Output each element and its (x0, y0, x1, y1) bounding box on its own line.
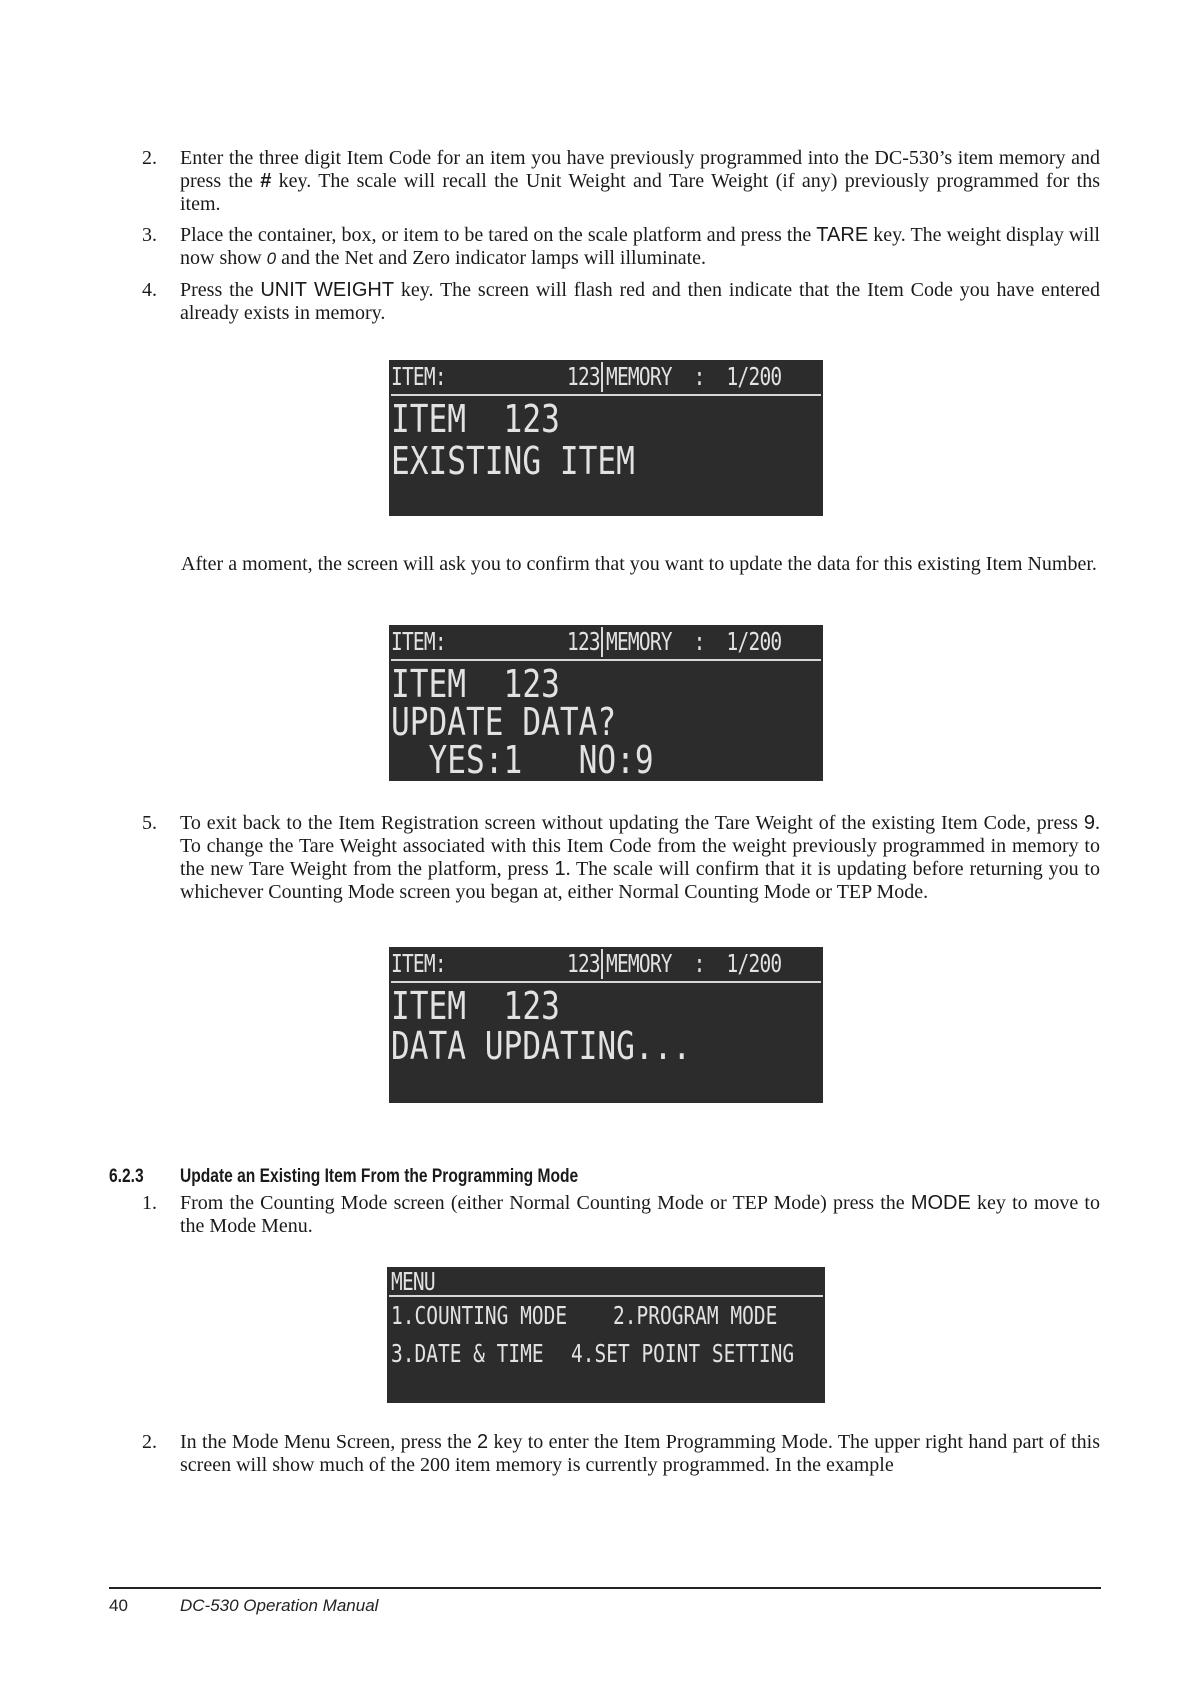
one-key: 1 (554, 858, 566, 880)
lcd-item-code: 123 (567, 949, 600, 978)
lcd-line-2: DATA UPDATING... (391, 1024, 692, 1068)
step-text: Enter the three digit Item Code for an item you have previously programmed into the DC-530’s item memory and press the # key. The scale will recall the Unit Weight and Tare Weight (if any) previously programmed for ths item. (180, 147, 1100, 215)
step-text: In the Mode Menu Screen, press the 2 key to enter the Item Programming Mode. The upper right hand part of this screen will show much of the 200 item memory is currently programmed. In the example (180, 1431, 1100, 1476)
section-number: 6.2.3 (109, 1166, 144, 1187)
menu-date-time: 3.DATE & TIME (391, 1339, 544, 1368)
mode-key: MODE (910, 1192, 971, 1214)
lcd-item-label: ITEM: (391, 362, 446, 391)
lcd-line-1: ITEM 123 (391, 984, 560, 1028)
lcd-data-updating (389, 947, 823, 1103)
step-number: 3. (142, 224, 157, 246)
step-number: 4. (142, 279, 157, 301)
lcd-memory: MEMORY : 1/200 (606, 627, 782, 656)
lcd-item-code: 123 (567, 362, 600, 391)
step-number: 2. (142, 147, 157, 169)
step-text: Place the container, box, or item to be tared on the scale platform and press the TARE key. The weight display will now show 0 and the Net and Zero indicator lamps will illuminate. (180, 224, 1100, 269)
zero-value: 0 (266, 249, 277, 268)
lcd-line-2: EXISTING ITEM (391, 439, 635, 483)
section-heading (109, 1166, 1009, 1190)
unit-weight-key: UNIT WEIGHT (260, 279, 395, 301)
lcd-line-1: ITEM 123 (391, 662, 560, 706)
lcd-divider (601, 627, 603, 657)
lcd-header (389, 1267, 823, 1297)
step-number: 2. (142, 1431, 157, 1453)
two-key: 2 (476, 1431, 489, 1453)
menu-counting-mode: 1.COUNTING MODE (391, 1301, 568, 1330)
step-text: From the Counting Mode screen (either Normal Counting Mode or TEP Mode) press the MODE key to move to the Mode Menu. (180, 1192, 1100, 1237)
hash-key: # (260, 170, 272, 192)
lcd-existing-item (389, 360, 823, 516)
step-number: 1. (142, 1192, 157, 1214)
confirm-paragraph: After a moment, the screen will ask you to confirm that you want to update the data for this existing Item Number. (181, 553, 1097, 575)
lcd-memory: MEMORY : 1/200 (606, 362, 782, 391)
tare-key: TARE (816, 224, 869, 246)
lcd-item-code: 123 (567, 627, 600, 656)
nine-key: 9 (1083, 812, 1095, 834)
lcd-header (391, 947, 821, 983)
lcd-line-1: ITEM 123 (391, 397, 560, 441)
step-text: Press the UNIT WEIGHT key. The screen will flash red and then indicate that the Item Code you have entered already exists in memory. (180, 279, 1100, 324)
lcd-line-3: YES:1 NO:9 (391, 738, 654, 781)
manual-title: DC-530 Operation Manual (180, 1596, 379, 1615)
step-number: 5. (142, 812, 157, 834)
lcd-header (391, 625, 821, 661)
lcd-memory: MEMORY : 1/200 (606, 949, 782, 978)
step-text: To exit back to the Item Registration screen without updating the Tare Weight of the existing Item Code, press 9. To change the Tare Weight associated with this Item Code from the weight previously programmed in memory to the new Tare Weight from the platform, press 1. The scale will confirm that it is updating before returning you to whichever Counting Mode screen you began at, either Normal Counting Mode or TEP Mode. (180, 812, 1100, 903)
lcd-header (391, 360, 821, 396)
lcd-line-2: UPDATE DATA? (391, 700, 617, 744)
lcd-divider (601, 362, 603, 392)
lcd-update-data (389, 625, 823, 781)
menu-program-mode: 2.PROGRAM MODE (613, 1301, 778, 1330)
footer-rule (109, 1587, 1101, 1589)
lcd-item-label: ITEM: (391, 949, 446, 978)
page-number: 40 (109, 1596, 128, 1615)
lcd-mode-menu (387, 1267, 825, 1403)
lcd-menu-title: MENU (391, 1267, 435, 1296)
lcd-item-label: ITEM: (391, 627, 446, 656)
lcd-divider (601, 949, 603, 979)
section-title: Update an Existing Item From the Programming Mode (180, 1166, 579, 1187)
menu-set-point-setting: 4.SET POINT SETTING (571, 1339, 795, 1368)
